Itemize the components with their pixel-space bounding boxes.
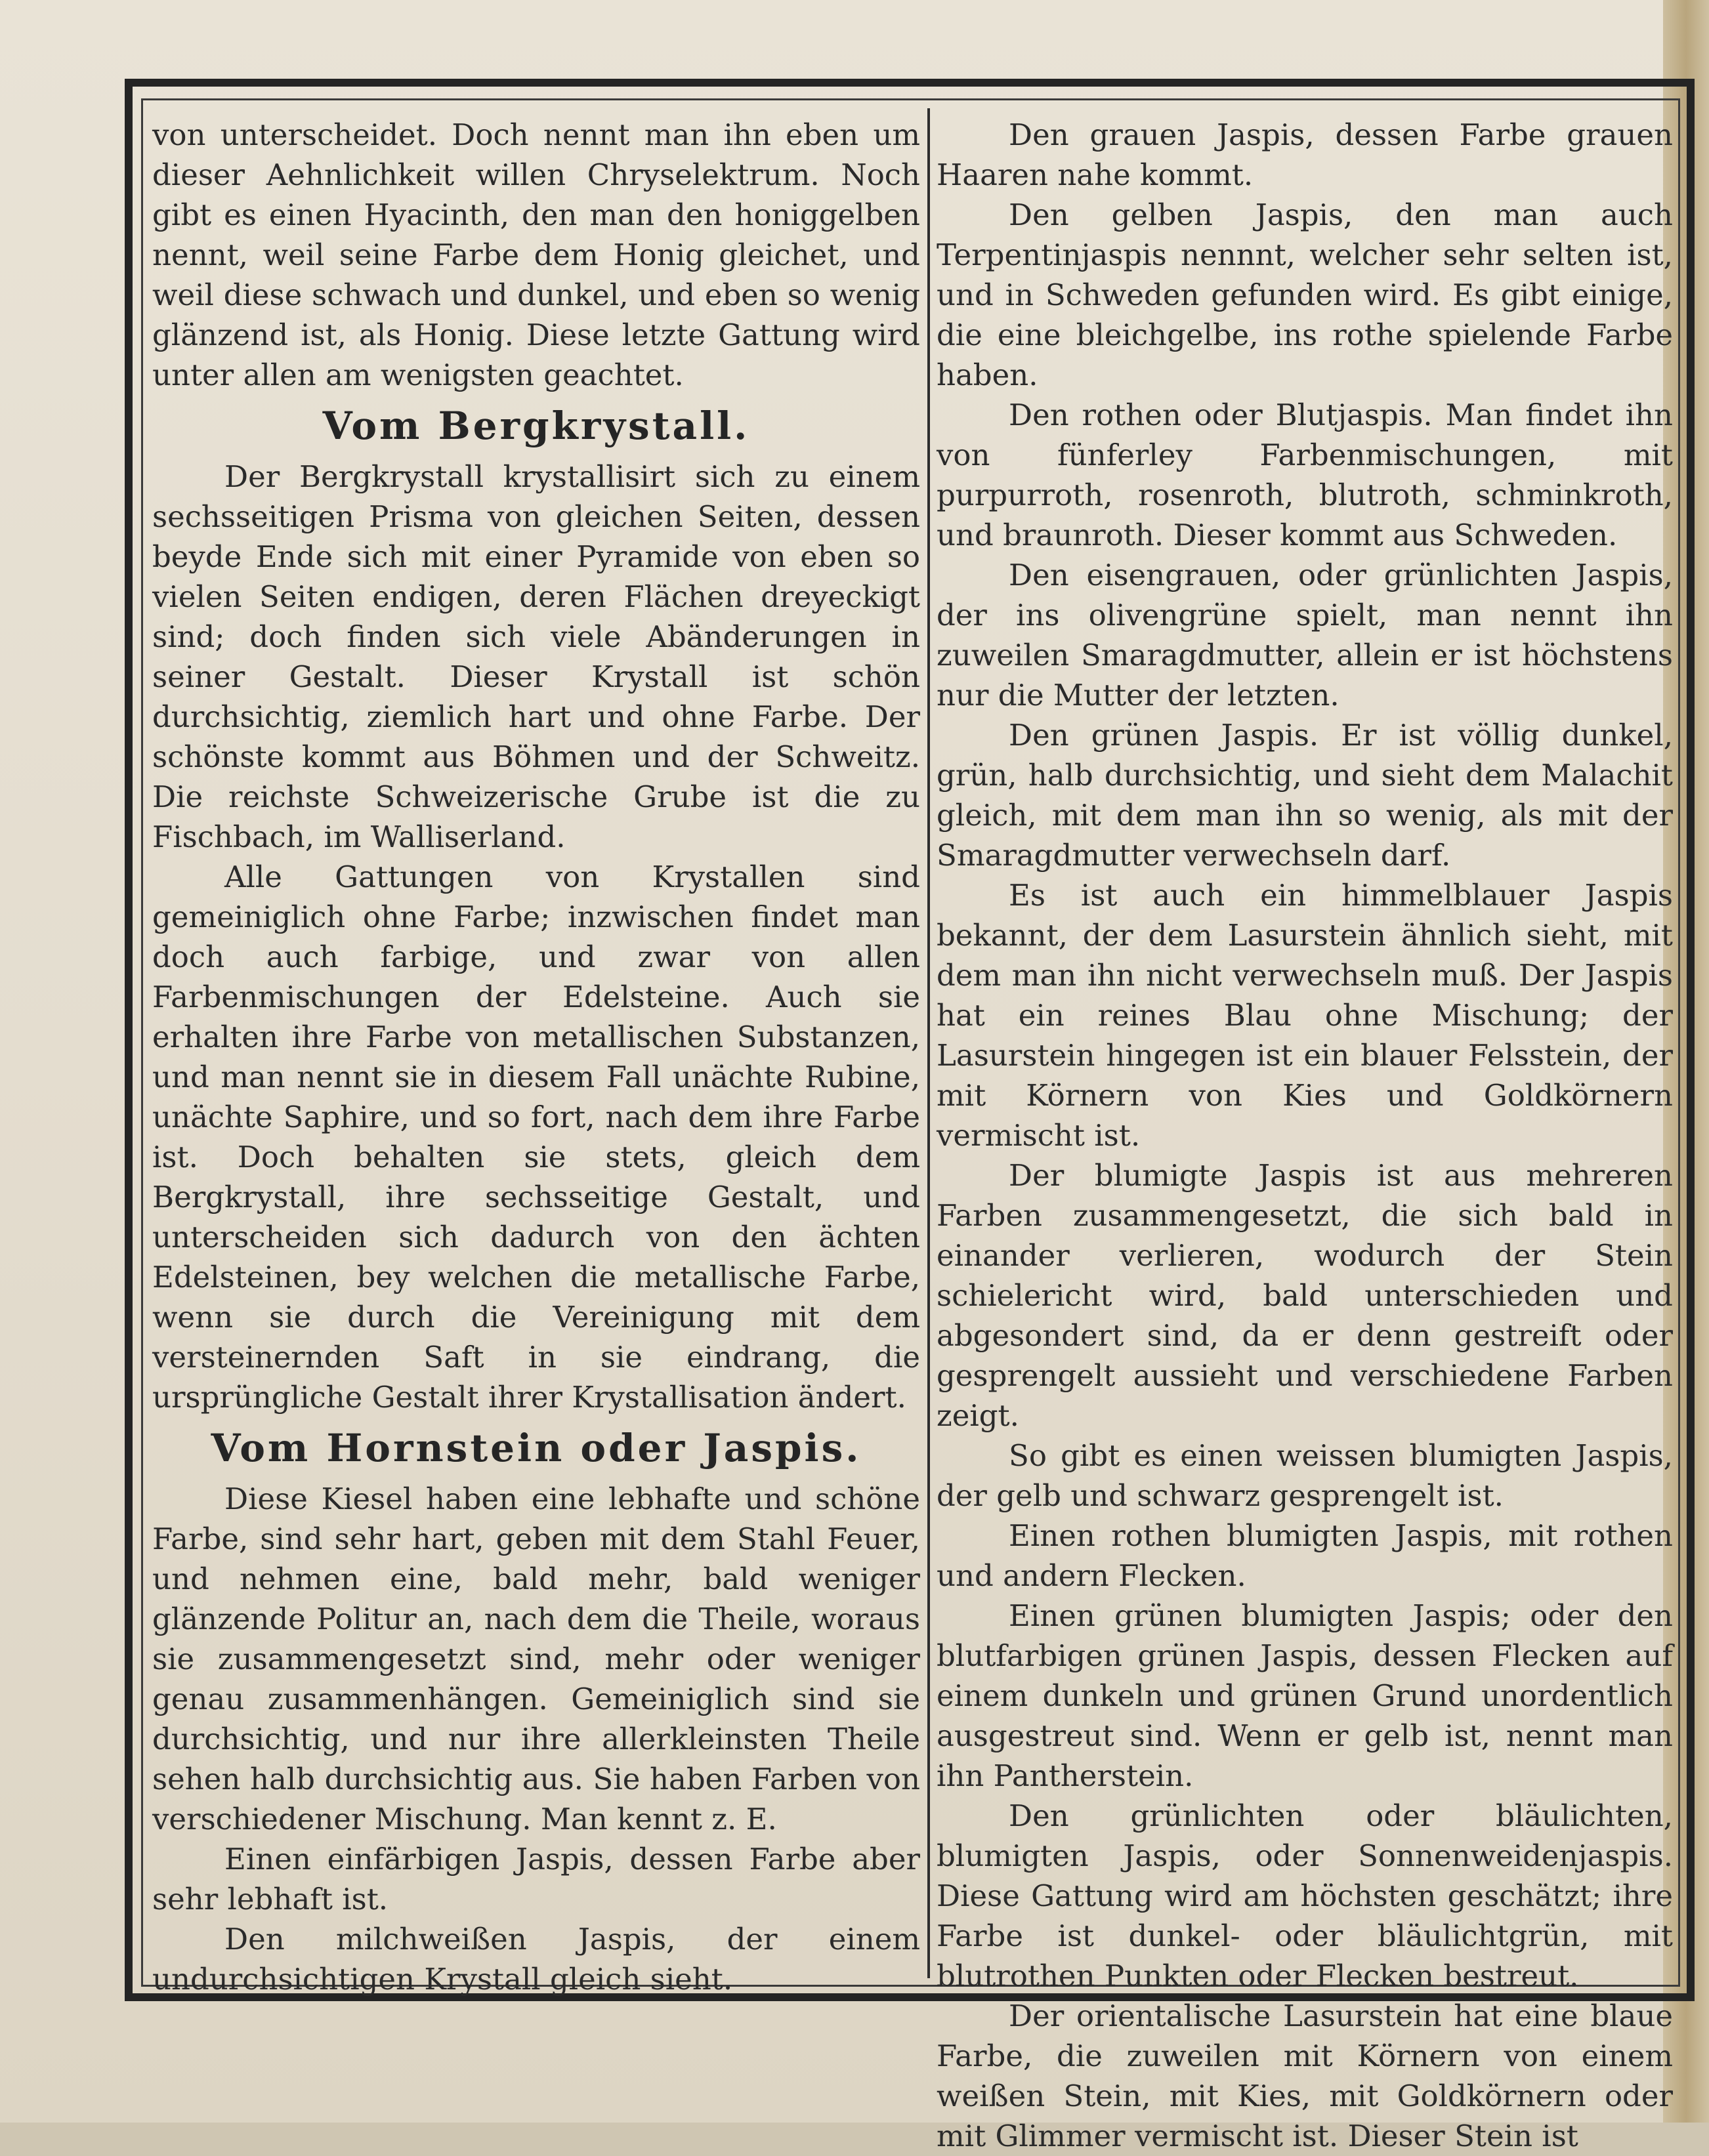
paragraph: Einen grünen blumigten Jaspis; oder den blutfarbigen grünen Jaspis, dessen Flecken auf einem dunkeln und grünen Grund unordentlich ausgestreut sind. Wenn er gelb ist, nennt man ihn Pantherstein. <box>937 1598 1673 1793</box>
paragraph: Den milchweißen Jaspis, der einem undurchsichtigen Krystall gleich sieht. <box>152 1922 920 1997</box>
paragraph: Den gelben Jaspis, den man auch Terpentinjaspis nennnt, welcher sehr selten ist, und in Schweden gefunden wird. Es gibt einige, die eine bleichgelbe, ins rothe spielende Farbe haben. <box>937 197 1673 392</box>
paragraph: So gibt es einen weissen blumigten Jaspis, der gelb und schwarz gesprengelt ist. <box>937 1438 1673 1513</box>
paragraph: Den grauen Jaspis, dessen Farbe grauen Haaren nahe kommt. <box>937 117 1673 192</box>
paragraph: Einen rothen blumigten Jaspis, mit rothen und andern Flecken. <box>937 1518 1673 1593</box>
paragraph: Der blumigte Jaspis ist aus mehreren Farben zusammengesetzt, die sich bald in einander verlieren, wodurch der Stein schielericht wird, bald unterschieden und abgesondert sind, da er denn gestreift oder gesprengelt aussieht und verschiedene Farben zeigt. <box>937 1158 1673 1433</box>
heading-hornstein: Vom Hornstein oder Jaspis. <box>211 1426 862 1470</box>
paragraph: Der Bergkrystall krystallisirt sich zu einem sechsseitigen Prisma von gleichen Seiten, dessen beyde Ende sich mit einer Pyramide von eben so vielen Seiten endigen, deren Flächen dreyeckigt sind; doch finden sich viele Abänderungen in seiner Gestalt. Dieser Krystall ist schön durchsichtig, ziemlich hart und ohne Farbe. Der schönste kommt aus Böhmen und der Schweitz. Die reichste Schweizerische Grube ist die zu Fischbach, im Walliserland. <box>152 459 920 854</box>
paragraph: Den rothen oder Blutjaspis. Man findet ihn von fünferley Farbenmischungen, mit purpurroth, rosenroth, blutroth, schminkroth, und braunroth. Dieser kommt aus Schweden. <box>937 398 1673 552</box>
paragraph: Der orientalische Lasurstein hat eine blaue Farbe, die zuweilen mit Körnern von einem weißen Stein, mit Kies, mit Goldkörnern oder mit Glimmer vermischt ist. Dieser Stein ist <box>937 1999 1673 2153</box>
left-column <box>152 115 920 1999</box>
paragraph: Es ist auch ein himmelblauer Jaspis bekannt, der dem Lasurstein ähnlich sieht, mit dem man ihn nicht verwechseln muß. Der Jaspis hat ein reines Blau ohne Mischung; der Lasurstein hingegen ist ein blauer Felsstein, der mit Körnern von Kies und Goldkörnern vermischt ist. <box>937 878 1673 1153</box>
paragraph: Den grünen Jaspis. Er ist völlig dunkel, grün, halb durchsichtig, und sieht dem Malachit gleich, mit dem man ihn so wenig, als mit der Smaragdmutter verwechseln darf. <box>937 718 1673 873</box>
column-divider <box>927 108 930 1978</box>
paragraph: Diese Kiesel haben eine lebhafte und schöne Farbe, sind sehr hart, geben mit dem Stahl Feuer, und nehmen eine, bald mehr, bald weniger glänzende Politur an, nach dem die Theile, woraus sie zusammengesetzt sind, mehr oder weniger genau zusammenhängen. Gemeiniglich sind sie durchsichtig, und nur ihre allerkleinsten Theile sehen halb durchsichtig aus. Sie haben Farben von verschiedener Mischung. Man kennt z. E. <box>152 1482 920 1836</box>
paragraph: Den eisengrauen, oder grünlichten Jaspis, der ins olivengrüne spielt, man nennt ihn zuweilen Smaragdmutter, allein er ist höchstens nur die Mutter der letzten. <box>937 558 1673 713</box>
right-column <box>937 115 1673 2156</box>
heading-bergkrystall: Vom Bergkrystall. <box>322 404 750 448</box>
intro-paragraph: von unterscheidet. Doch nennt man ihn eben um dieser Aehnlichkeit willen Chryselektrum. Noch gibt es einen Hyacinth, den man den honiggelben nennt, weil seine Farbe dem Honig gleichet, und weil diese schwach und dunkel, und eben so wenig glänzend ist, als Honig. Diese letzte Gattung wird unter allen am wenigsten geachtet. <box>152 117 920 392</box>
paragraph: Alle Gattungen von Krystallen sind gemeiniglich ohne Farbe; inzwischen findet man doch auch farbige, und zwar von allen Farbenmischungen der Edelsteine. Auch sie erhalten ihre Farbe von metallischen Substanzen, und man nennt sie in diesem Fall unächte Rubine, unächte Saphire, und so fort, nach dem ihre Farbe ist. Doch behalten sie stets, gleich dem Bergkrystall, ihre sechsseitige Gestalt, und unterscheiden sich dadurch von den ächten Edelsteinen, bey welchen die metallische Farbe, wenn sie durch die Vereinigung mit dem versteinernden Saft in sie eindrang, die ursprüngliche Gestalt ihrer Krystallisation ändert. <box>152 860 920 1415</box>
paragraph: Einen einfärbigen Jaspis, dessen Farbe aber sehr lebhaft ist. <box>152 1842 920 1917</box>
paragraph: Den grünlichten oder bläulichten, blumigten Jaspis, oder Sonnenweidenjaspis. Diese Gattung wird am höchsten geschätzt; ihre Farbe ist dunkel- oder bläulichtgrün, mit blutrothen Punkten oder Flecken bestreut. <box>937 1798 1673 1993</box>
